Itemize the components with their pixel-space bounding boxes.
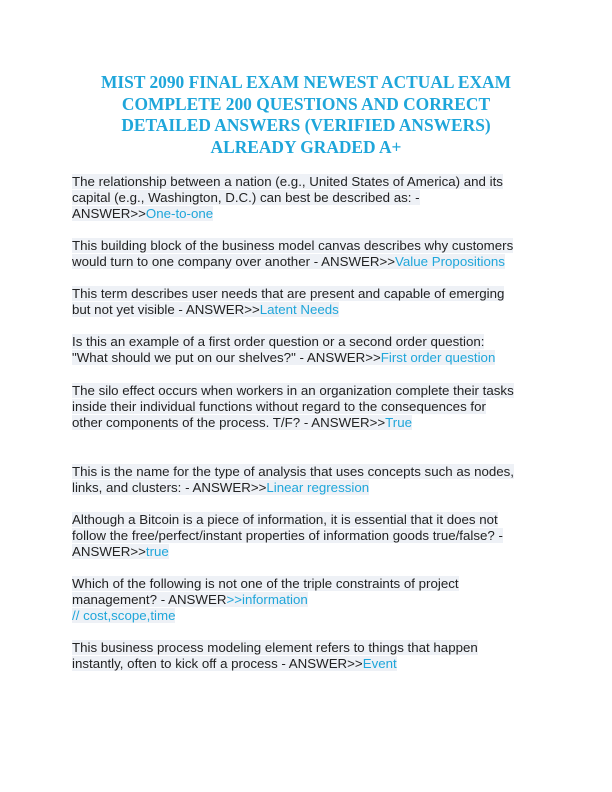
answer-label-4: ANSWER>> xyxy=(306,350,381,365)
question-5-line-2: inside their individual functions without regard to the consequences for xyxy=(72,399,486,414)
answer-7: true xyxy=(145,544,169,559)
question-7-line-1: Although a Bitcoin is a piece of information, it is essential that it does not xyxy=(72,512,498,527)
question-6-line-1: This is the name for the type of analysis that uses concepts such as nodes, xyxy=(72,464,514,479)
question-2-line-1: This building block of the business model canvas describes why customers xyxy=(72,238,514,253)
answer-4: First order question xyxy=(380,350,496,365)
question-3-line-1: This term describes user needs that are present and capable of emerging xyxy=(72,286,505,301)
question-2-line-2: would turn to one company over another - xyxy=(72,254,322,269)
answer-label-2: ANSWER>> xyxy=(321,254,396,269)
answer-8: >>information xyxy=(226,592,308,607)
qa-item-5 xyxy=(72,383,542,431)
question-8-line-1: Which of the following is not one of the triple constraints of project xyxy=(72,576,459,591)
question-4-line-2: "What should we put on our shelves?" - xyxy=(72,350,307,365)
answer-label-3: ANSWER>> xyxy=(185,302,260,317)
question-3-line-2: but not yet visible - xyxy=(72,302,186,317)
answer-2: Value Propositions xyxy=(395,254,505,269)
answer-label-7: ANSWER>> xyxy=(72,544,146,559)
answer-8-line-2: // cost,scope,time xyxy=(72,608,176,623)
question-1-line-2: capital (e.g., Washington, D.C.) can best be described as: - xyxy=(72,190,420,205)
answer-9: Event xyxy=(362,656,397,671)
question-4-line-1: Is this an example of a first order question or a second order question: xyxy=(72,334,485,349)
question-5-line-1: The silo effect occurs when workers in an organization complete their tasks xyxy=(72,383,514,398)
qa-item-6 xyxy=(72,464,542,496)
answer-label-5: ANSWER>> xyxy=(311,415,386,430)
answer-6: Linear regression xyxy=(266,480,370,495)
qa-item-3 xyxy=(72,286,542,318)
qa-item-1 xyxy=(72,174,542,222)
question-9-line-2: instantly, often to kick off a process - xyxy=(72,656,289,671)
qa-item-9 xyxy=(72,640,542,672)
question-8-line-2: management? - ANSWER xyxy=(72,592,227,607)
question-6-line-2: links, and clusters: - xyxy=(72,480,193,495)
answer-label-6: ANSWER>> xyxy=(192,480,267,495)
question-9-line-1: This business process modeling element refers to things that happen xyxy=(72,640,478,655)
question-7-line-2: follow the free/perfect/instant properties of information goods true/false? - xyxy=(72,528,503,543)
question-5-line-3: other components of the process. T/F? - xyxy=(72,415,312,430)
answer-5: True xyxy=(385,415,412,430)
qa-item-2 xyxy=(72,238,542,270)
answer-1: One-to-one xyxy=(145,206,214,221)
qa-item-4 xyxy=(72,334,542,366)
title-line-3: DETAILED ANSWERS (VERIFIED ANSWERS) xyxy=(121,115,491,135)
answer-3: Latent Needs xyxy=(259,302,339,317)
title-line-4: ALREADY GRADED A+ xyxy=(210,136,402,157)
answer-label-9: ANSWER>> xyxy=(288,656,363,671)
document-title xyxy=(60,72,552,158)
qa-item-7 xyxy=(72,512,542,560)
title-line-2: COMPLETE 200 QUESTIONS AND CORRECT xyxy=(121,93,491,114)
title-line-1: MIST 2090 FINAL EXAM NEWEST ACTUAL EXAM xyxy=(100,72,512,92)
qa-item-8 xyxy=(72,576,542,624)
answer-label-1: ANSWER>> xyxy=(72,206,146,221)
question-1-line-1: The relationship between a nation (e.g., United States of America) and its xyxy=(72,174,503,189)
